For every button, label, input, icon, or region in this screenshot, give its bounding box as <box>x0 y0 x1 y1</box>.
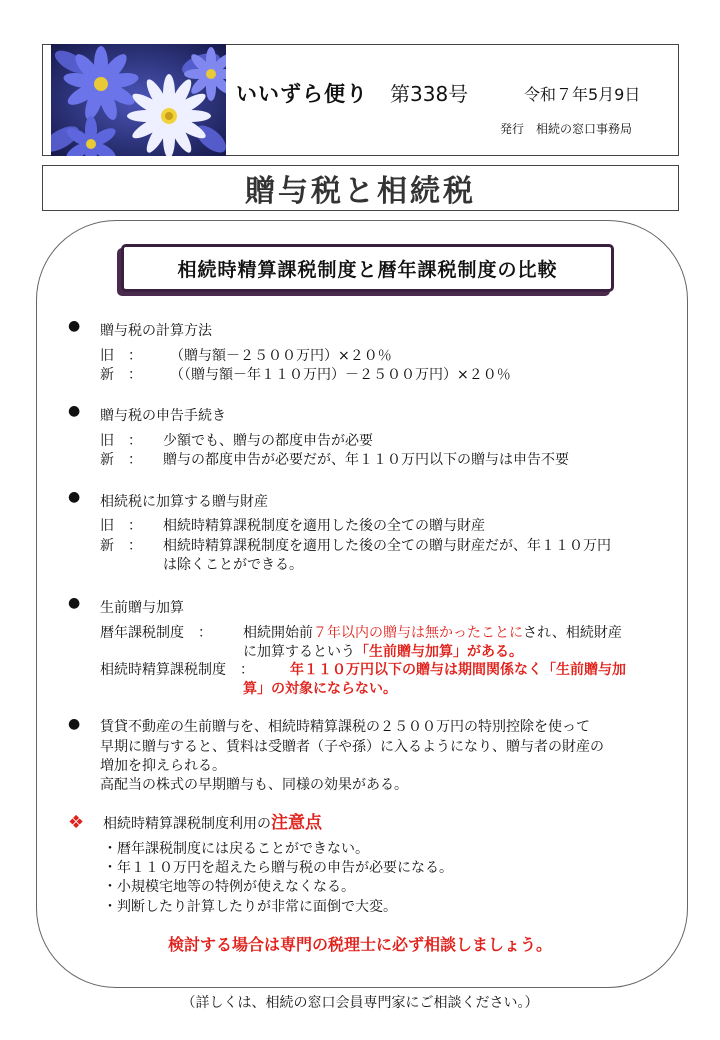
rental-line-4: 高配当の株式の早期贈与も、同様の効果がある。 <box>100 777 408 793</box>
calendar-system-label: 暦年課税制度 ： <box>100 625 212 641</box>
section-heading-pre-death: 生前贈与加算 <box>100 600 184 616</box>
subtitle: 相続時精算課税制度と暦年課税制度の比較 <box>177 258 558 281</box>
settlement-line-1: 年１１０万円以下の贈与は期間関係なく「生前贈与加 <box>290 662 626 678</box>
bullet-icon: ● <box>68 716 81 732</box>
title-box <box>42 165 679 211</box>
subtitle-box <box>121 244 614 292</box>
filing-new-label: 新 ： <box>100 452 142 468</box>
filing-old-text: 少額でも、贈与の都度申告が必要 <box>163 433 373 449</box>
filing-new-text: 贈与の都度申告が必要だが、年１１０万円以下の贈与は申告不要 <box>163 452 569 468</box>
settlement-system-label: 相続時精算課税制度 ： <box>100 662 254 678</box>
newsletter-name: いいずら便り <box>236 82 368 106</box>
calc-old-label: 旧 ： <box>100 348 142 364</box>
section-heading-filing: 贈与税の申告手続き <box>100 408 226 424</box>
calc-old-text: （贈与額－２５００万円）×２０％ <box>170 348 392 364</box>
caution-item: ・小規模宅地等の特例が使えなくなる。 <box>103 879 355 895</box>
publisher: 発行 相続の窓口事務局 <box>500 122 633 136</box>
settlement-line-2: 算」の対象にならない。 <box>243 681 397 697</box>
bullet-icon: ● <box>68 489 81 505</box>
rental-line-2: 早期に贈与すると、賃料は受贈者（子や孫）に入るようになり、贈与者の財産の <box>100 739 604 755</box>
bullet-icon: ● <box>68 318 81 334</box>
added-old-text: 相続時精算課税制度を適用した後の全ての贈与財産 <box>163 518 485 534</box>
filing-old-label: 旧 ： <box>100 433 142 449</box>
bullet-icon: ● <box>68 403 81 419</box>
issue-number: 第338号 <box>390 82 469 106</box>
caution-item: ・年１１０万円を超えたら贈与税の申告が必要になる。 <box>103 860 453 876</box>
calendar-line-1: 相続開始前７年以内の贈与は無かったことにされ、相続財産 <box>243 625 622 641</box>
bullet-icon: ● <box>68 595 81 611</box>
calendar-line-2: に加算するという「生前贈与加算」がある。 <box>243 644 523 660</box>
rental-line-3: 増加を抑えられる。 <box>100 758 226 774</box>
section-heading-calc: 贈与税の計算方法 <box>100 323 212 339</box>
rental-line-1: 賃貸不動産の生前贈与を、相続時精算課税の２５００万円の特別控除を使って <box>100 719 590 735</box>
added-new-label: 新 ： <box>100 538 142 554</box>
section-heading-added: 相続税に加算する贈与財産 <box>100 494 268 510</box>
caution-item: ・判断したり計算したりが非常に面倒で大変。 <box>103 899 397 915</box>
page-title: 贈与税と相続税 <box>245 174 476 209</box>
closing-message: 検討する場合は専門の税理士に必ず相談しましょう。 <box>167 935 552 954</box>
calc-new-label: 新 ： <box>100 367 142 383</box>
caution-heading: 相続時精算課税制度利用の注意点 <box>103 813 322 833</box>
added-new-text-2: は除くことができる。 <box>163 557 303 573</box>
added-old-label: 旧 ： <box>100 518 142 534</box>
footer-note: （詳しくは、相続の窓口会員専門家にご相談ください。） <box>181 995 539 1011</box>
diamond-icon: ❖ <box>68 812 85 833</box>
calc-new-text: （（贈与額－年１１０万円）－２５００万円）×２０％ <box>170 367 511 383</box>
blue-anemone-flowers-photo <box>51 44 226 156</box>
issue-date: 令和７年5月9日 <box>524 85 641 104</box>
added-new-text-1: 相続時精算課税制度を適用した後の全ての贈与財産だが、年１１０万円 <box>163 538 611 554</box>
caution-item: ・暦年課税制度には戻ることができない。 <box>103 841 369 857</box>
